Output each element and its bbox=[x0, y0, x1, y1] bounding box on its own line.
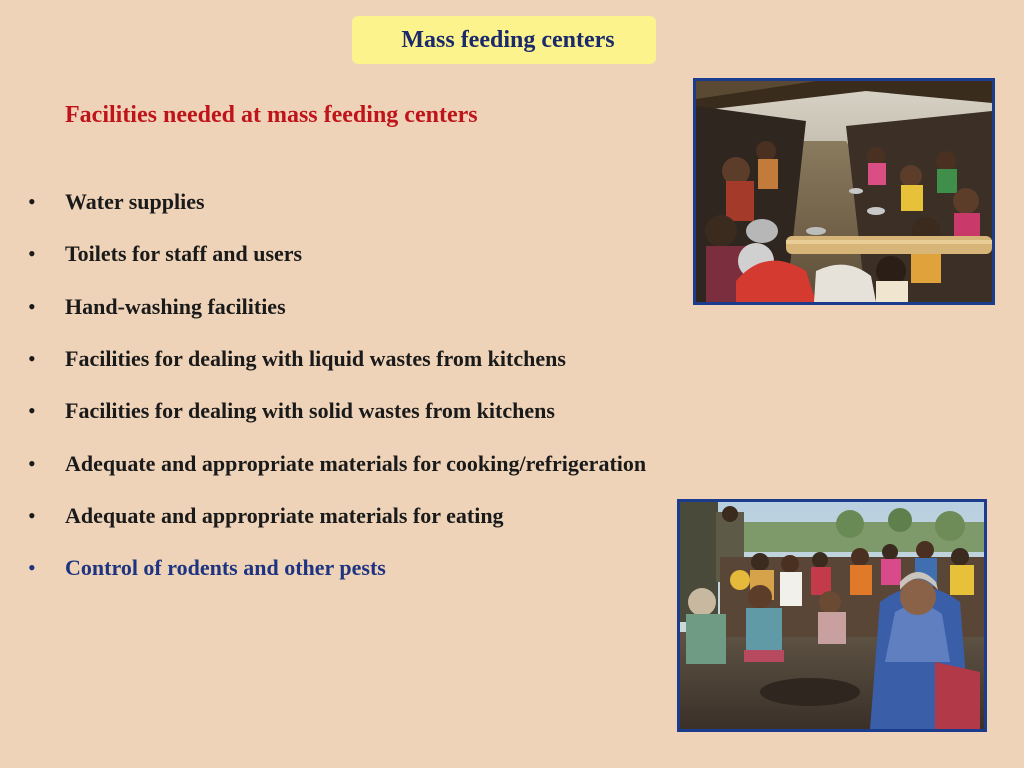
mass-feeding-row-photo bbox=[693, 78, 995, 305]
list-item-text: Facilities for dealing with liquid wastes from kitchens bbox=[65, 346, 566, 371]
list-item-text: Toilets for staff and users bbox=[65, 241, 303, 266]
bullet-icon: • bbox=[28, 503, 36, 528]
crowd-waiting-photo bbox=[677, 499, 987, 732]
bullet-icon: • bbox=[28, 294, 36, 319]
bullet-icon: • bbox=[28, 241, 36, 266]
bullet-icon: • bbox=[28, 346, 36, 371]
list-item bbox=[28, 396, 555, 426]
bullet-icon: • bbox=[28, 398, 36, 423]
list-item bbox=[28, 187, 205, 217]
list-item-text: Adequate and appropriate materials for cooking/refrigeration bbox=[65, 451, 647, 476]
list-item-text: Control of rodents and other pests bbox=[65, 555, 386, 580]
title-box bbox=[352, 16, 656, 64]
bullet-icon: • bbox=[28, 555, 36, 580]
slide-title: Mass feeding centers bbox=[401, 26, 615, 53]
list-item-text: Hand-washing facilities bbox=[65, 294, 286, 319]
crowd-waiting-image bbox=[680, 502, 984, 729]
list-item bbox=[28, 292, 286, 322]
list-item bbox=[28, 553, 386, 583]
list-item bbox=[28, 239, 302, 269]
list-item-text: Adequate and appropriate materials for eating bbox=[65, 503, 504, 528]
bullet-icon: • bbox=[28, 451, 36, 476]
list-item bbox=[28, 449, 646, 479]
list-item-text: Facilities for dealing with solid wastes from kitchens bbox=[65, 398, 555, 423]
list-item-text: Water supplies bbox=[65, 189, 205, 214]
list-item bbox=[28, 501, 504, 531]
mass-feeding-row-image bbox=[696, 81, 992, 302]
list-item bbox=[28, 344, 566, 374]
bullet-icon: • bbox=[28, 189, 36, 214]
slide-subtitle: Facilities needed at mass feeding centers bbox=[65, 102, 478, 128]
